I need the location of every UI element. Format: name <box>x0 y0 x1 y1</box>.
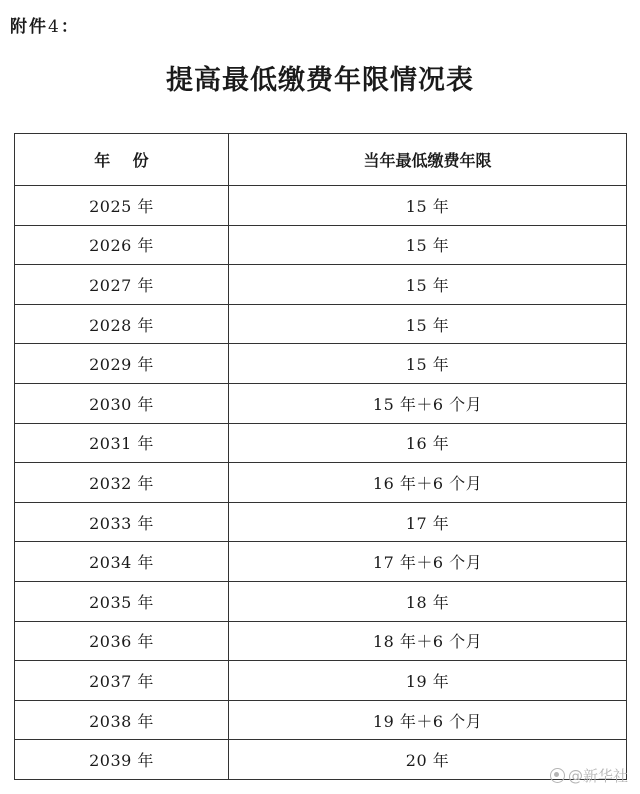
table-row <box>15 225 627 265</box>
limit-cell: 16 年 <box>229 423 627 463</box>
contribution-limits-table <box>14 133 627 780</box>
limit-cell: 17 年＋6 个月 <box>229 542 627 582</box>
year-cell: 2039 年 <box>15 740 229 780</box>
limit-cell: 17 年 <box>229 502 627 542</box>
limit-cell: 20 年 <box>229 740 627 780</box>
year-cell: 2030 年 <box>15 383 229 423</box>
limit-cell: 15 年 <box>229 225 627 265</box>
table-row <box>15 740 627 780</box>
year-cell: 2033 年 <box>15 502 229 542</box>
table-row <box>15 463 627 503</box>
watermark-text: @新华社 <box>567 767 628 785</box>
limit-cell: 15 年 <box>229 344 627 384</box>
year-cell: 2028 年 <box>15 304 229 344</box>
year-cell: 2034 年 <box>15 542 229 582</box>
year-cell: 2032 年 <box>15 463 229 503</box>
limit-cell: 18 年＋6 个月 <box>229 621 627 661</box>
table-row <box>15 304 627 344</box>
limit-cell: 18 年 <box>229 581 627 621</box>
limit-cell: 19 年＋6 个月 <box>229 700 627 740</box>
year-cell: 2035 年 <box>15 581 229 621</box>
year-cell: 2038 年 <box>15 700 229 740</box>
watermark <box>550 765 628 786</box>
table-row <box>15 542 627 582</box>
attachment-number: 4 <box>48 17 61 37</box>
year-cell: 2029 年 <box>15 344 229 384</box>
attachment-label-text: 附件 <box>10 17 48 37</box>
table-row <box>15 344 627 384</box>
table-row <box>15 621 627 661</box>
table-header-row <box>15 134 627 186</box>
table-row <box>15 502 627 542</box>
table-row <box>15 186 627 226</box>
attachment-colon: ： <box>60 17 80 37</box>
table-row <box>15 581 627 621</box>
table-body <box>15 186 627 780</box>
year-cell: 2025 年 <box>15 186 229 226</box>
table-row <box>15 661 627 701</box>
limit-cell: 15 年＋6 个月 <box>229 383 627 423</box>
year-cell: 2027 年 <box>15 265 229 305</box>
broadcast-logo-icon <box>550 768 565 783</box>
column-header-limit: 当年最低缴费年限 <box>229 134 627 186</box>
limit-cell: 15 年 <box>229 265 627 305</box>
table-row <box>15 265 627 305</box>
document-title: 提高最低缴费年限情况表 <box>166 65 474 96</box>
year-cell: 2026 年 <box>15 225 229 265</box>
year-cell: 2031 年 <box>15 423 229 463</box>
limit-cell: 16 年＋6 个月 <box>229 463 627 503</box>
table-row <box>15 383 627 423</box>
year-cell: 2036 年 <box>15 621 229 661</box>
limit-cell: 19 年 <box>229 661 627 701</box>
year-cell: 2037 年 <box>15 661 229 701</box>
column-header-year: 年份 <box>15 134 229 186</box>
limit-cell: 15 年 <box>229 186 627 226</box>
limit-cell: 15 年 <box>229 304 627 344</box>
attachment-label <box>10 12 80 37</box>
table-row <box>15 423 627 463</box>
table-row <box>15 700 627 740</box>
